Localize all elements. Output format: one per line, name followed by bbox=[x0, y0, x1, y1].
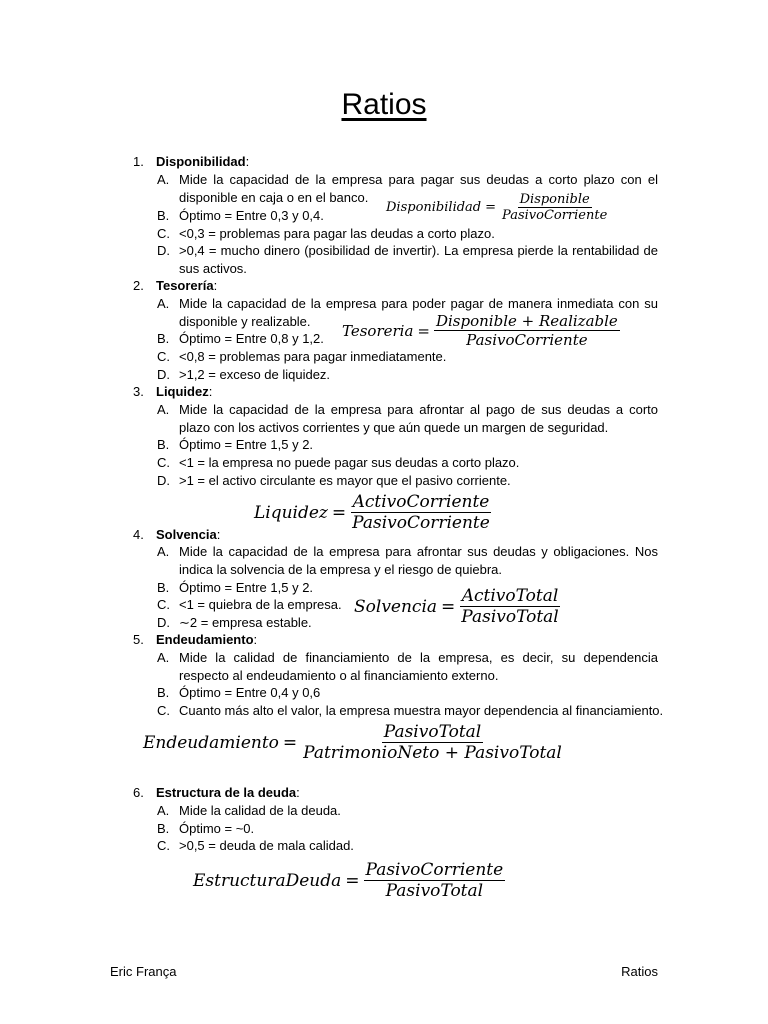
list-label: B. bbox=[157, 208, 170, 223]
formula-endeudamiento bbox=[143, 722, 564, 763]
list-label: C. bbox=[157, 349, 170, 364]
list-item: >1,2 = exceso de liquidez. bbox=[179, 367, 331, 382]
list-label: A. bbox=[157, 172, 170, 187]
list-label: C. bbox=[157, 455, 170, 470]
footer-title: Ratios bbox=[621, 964, 658, 979]
equals-sign: = bbox=[441, 596, 456, 617]
section-3-heading bbox=[156, 383, 212, 401]
numerator: PasivoCorriente bbox=[365, 860, 504, 880]
numerator: Disponible + Realizable bbox=[435, 312, 618, 330]
formula-lhs: Solvencia bbox=[354, 596, 438, 617]
colon: : bbox=[213, 278, 218, 293]
colon: : bbox=[216, 527, 221, 542]
fraction bbox=[364, 860, 506, 901]
list-item: >0,4 = mucho dinero (posibilidad de invertir). La empresa pierde la rentabilidad de sus activos. bbox=[179, 243, 658, 276]
list-item: <0,8 = problemas para pagar inmediatamente. bbox=[179, 349, 447, 364]
formula-lhs: EstructuraDeuda bbox=[193, 870, 342, 891]
list-item: Óptimo = ~0. bbox=[179, 821, 255, 836]
fraction bbox=[350, 492, 492, 533]
list-item: Mide la capacidad de la empresa para pagar sus deudas a corto plazo con el disponible en caja o en el banco. bbox=[179, 172, 658, 205]
denominator: PasivoCorriente bbox=[466, 331, 588, 349]
fraction bbox=[434, 312, 620, 349]
fraction bbox=[500, 192, 609, 223]
list-label: D. bbox=[157, 243, 170, 258]
numerator: ActivoTotal bbox=[461, 586, 559, 606]
colon: : bbox=[296, 785, 300, 800]
list-label: A. bbox=[157, 650, 170, 665]
section-2-number: 2. bbox=[133, 278, 144, 293]
list-item: >0,5 = deuda de mala calidad. bbox=[179, 838, 354, 853]
section-1-number: 1. bbox=[133, 154, 144, 169]
formula-disponibilidad bbox=[386, 192, 609, 223]
list-label: A. bbox=[157, 544, 170, 559]
list-label: A. bbox=[157, 296, 170, 311]
formula-lhs: Disponibilidad bbox=[386, 200, 482, 215]
section-6-title: Estructura de la deuda bbox=[156, 785, 297, 800]
list-item: >1 = el activo circulante es mayor que el pasivo corriente. bbox=[179, 473, 511, 488]
list-label: D. bbox=[157, 615, 170, 630]
section-5-number: 5. bbox=[133, 632, 144, 647]
numerator: Disponible bbox=[519, 192, 590, 207]
list-item: Mide la calidad de financiamiento de la empresa, es decir, su dependencia respecto al endeudamiento o al financiamiento externo. bbox=[179, 650, 658, 683]
page-title: Ratios bbox=[341, 88, 427, 121]
section-1-heading bbox=[156, 153, 249, 171]
denominator: PasivoCorriente bbox=[502, 208, 608, 223]
fraction bbox=[459, 586, 560, 627]
list-label: D. bbox=[157, 367, 170, 382]
section-1-title: Disponibilidad bbox=[156, 154, 246, 169]
section-6-number: 6. bbox=[133, 785, 144, 800]
list-item: Óptimo = Entre 0,4 y 0,6 bbox=[179, 685, 321, 700]
section-3-number: 3. bbox=[133, 384, 144, 399]
list-label: C. bbox=[157, 838, 170, 853]
fraction bbox=[301, 722, 564, 763]
equals-sign: = bbox=[282, 732, 298, 753]
list-label: A. bbox=[157, 803, 170, 818]
equals-sign: = bbox=[331, 502, 347, 523]
list-label: B. bbox=[157, 685, 170, 700]
list-label: C. bbox=[157, 703, 170, 718]
formula-tesoreria bbox=[342, 312, 620, 349]
list-label: B. bbox=[157, 437, 170, 452]
list-item: <1 = la empresa no puede pagar sus deudas a corto plazo. bbox=[179, 455, 520, 470]
list-label: A. bbox=[157, 402, 170, 417]
list-item: Mide la capacidad de la empresa para poder pagar de manera inmediata con su disponible y realizable. bbox=[179, 296, 658, 329]
denominator: PasivoTotal bbox=[461, 607, 559, 627]
numerator: PasivoTotal bbox=[383, 722, 482, 742]
section-3-title: Liquidez bbox=[156, 384, 209, 399]
list-item: <0,3 = problemas para pagar las deudas a corto plazo. bbox=[179, 226, 495, 241]
denominator: PasivoTotal bbox=[385, 881, 484, 901]
list-label: B. bbox=[157, 331, 170, 346]
list-item: Óptimo = Entre 0,8 y 1,2. bbox=[179, 331, 324, 346]
list-label: B. bbox=[157, 580, 170, 595]
formula-solvencia bbox=[354, 586, 561, 627]
equals-sign: = bbox=[417, 321, 430, 340]
section-5-heading bbox=[156, 631, 257, 649]
list-label: D. bbox=[157, 473, 170, 488]
list-item: Óptimo = Entre 1,5 y 2. bbox=[179, 437, 314, 452]
section-4-number: 4. bbox=[133, 527, 144, 542]
footer-author: Eric França bbox=[110, 964, 177, 979]
formula-liquidez bbox=[254, 492, 492, 533]
section-2-title: Tesorería bbox=[156, 278, 214, 293]
list-label: B. bbox=[157, 821, 170, 836]
denominator: PasivoCorriente bbox=[352, 513, 490, 533]
formula-lhs: Tesoreria bbox=[342, 321, 414, 340]
list-item: Mide la capacidad de la empresa para afrontar al pago de sus deudas a corto plazo con los activos corrientes y que aún quede un margen de seguridad. bbox=[179, 402, 658, 435]
colon: : bbox=[245, 154, 250, 169]
section-5-title: Endeudamiento bbox=[156, 632, 254, 647]
denominator: PatrimonioNeto + PasivoTotal bbox=[303, 743, 562, 763]
colon: : bbox=[208, 384, 213, 399]
list-item: Óptimo = Entre 0,3 y 0,4. bbox=[179, 208, 324, 223]
section-6-heading bbox=[156, 784, 300, 802]
list-item: Mide la calidad de la deuda. bbox=[179, 803, 341, 818]
equals-sign: = bbox=[345, 870, 360, 891]
list-label: C. bbox=[157, 226, 170, 241]
list-item: Mide la capacidad de la empresa para afrontar sus deudas y obligaciones. Nos indica la solvencia de la empresa y el riesgo de quiebra. bbox=[179, 544, 658, 577]
section-4-title: Solvencia bbox=[156, 527, 217, 542]
list-item: <1 = quiebra de la empresa. bbox=[179, 597, 342, 612]
formula-lhs: Liquidez bbox=[254, 502, 328, 523]
list-item: Cuanto más alto el valor, la empresa muestra mayor dependencia al financiamiento. bbox=[179, 703, 664, 718]
list-item: Óptimo = Entre 1,5 y 2. bbox=[179, 580, 314, 595]
formula-estructura-deuda bbox=[193, 860, 505, 901]
formula-lhs: Endeudamiento bbox=[143, 732, 279, 753]
section-2-heading bbox=[156, 277, 217, 295]
list-item: ∼2 = empresa estable. bbox=[179, 615, 312, 630]
colon: : bbox=[253, 632, 258, 647]
equals-sign: = bbox=[485, 200, 497, 215]
numerator: ActivoCorriente bbox=[352, 492, 490, 512]
list-label: C. bbox=[157, 597, 170, 612]
section-4-heading bbox=[156, 526, 220, 544]
